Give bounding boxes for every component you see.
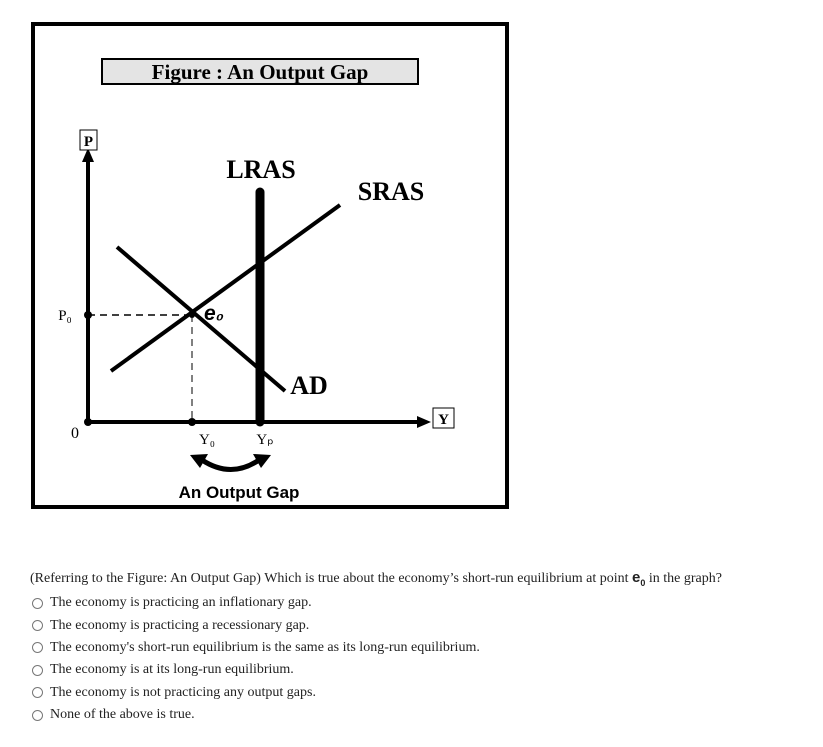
radio-button[interactable] <box>32 620 43 631</box>
radio-button[interactable] <box>32 598 43 609</box>
equilibrium-label: e₀ <box>204 302 224 325</box>
equilibrium-point <box>189 312 195 318</box>
radio-button[interactable] <box>32 687 43 698</box>
ad-label: AD <box>290 371 328 400</box>
y-axis-label: P <box>83 134 94 150</box>
potential-output-label: Yₚ <box>256 432 274 448</box>
output-label: Y₀ <box>198 432 216 448</box>
output-gap-diagram <box>35 26 505 505</box>
question-text-after: in the graph? <box>645 571 722 586</box>
origin-label: 0 <box>71 425 79 442</box>
price-level-label: P₀ <box>58 308 72 324</box>
option-label: The economy is practicing a recessionary gap. <box>50 617 310 633</box>
option-label: The economy is at its long-run equilibrium. <box>50 662 294 678</box>
answer-option[interactable] <box>32 682 480 704</box>
answer-option[interactable] <box>32 659 480 681</box>
equilibrium-point-symbol: $e_0$ <box>632 569 646 588</box>
answer-options <box>32 592 480 726</box>
sras-label: SRAS <box>357 177 425 206</box>
figure-title: Figure : An Output Gap <box>151 60 369 84</box>
option-label: The economy's short-run equilibrium is the same as its long-run equilibrium. <box>50 639 480 655</box>
x-axis-arrowhead <box>417 416 431 428</box>
radio-button[interactable] <box>32 710 43 721</box>
answer-option[interactable] <box>32 704 480 726</box>
option-label: The economy is practicing an inflationary gap. <box>50 595 312 611</box>
answer-option[interactable] <box>32 614 480 636</box>
output-dot <box>188 418 196 426</box>
figure-frame <box>31 22 509 509</box>
answer-option[interactable] <box>32 592 480 614</box>
radio-button[interactable] <box>32 665 43 676</box>
sras-curve <box>111 205 340 371</box>
lras-label: LRAS <box>226 155 296 184</box>
radio-button[interactable] <box>32 642 43 653</box>
answer-option[interactable] <box>32 637 480 659</box>
question-text <box>30 569 722 588</box>
question-text-before: (Referring to the Figure: An Output Gap) Which is true about the economy’s short-run equilibrium at point <box>30 571 633 586</box>
price-level-dot <box>84 311 92 319</box>
figure-caption: An Output Gap <box>178 483 300 502</box>
option-label: None of the above is true. <box>50 707 195 723</box>
option-label: The economy is not practicing any output gaps. <box>50 684 316 700</box>
x-axis-label: Y <box>438 412 449 428</box>
gap-arc <box>202 460 259 470</box>
origin-dot <box>84 418 92 426</box>
